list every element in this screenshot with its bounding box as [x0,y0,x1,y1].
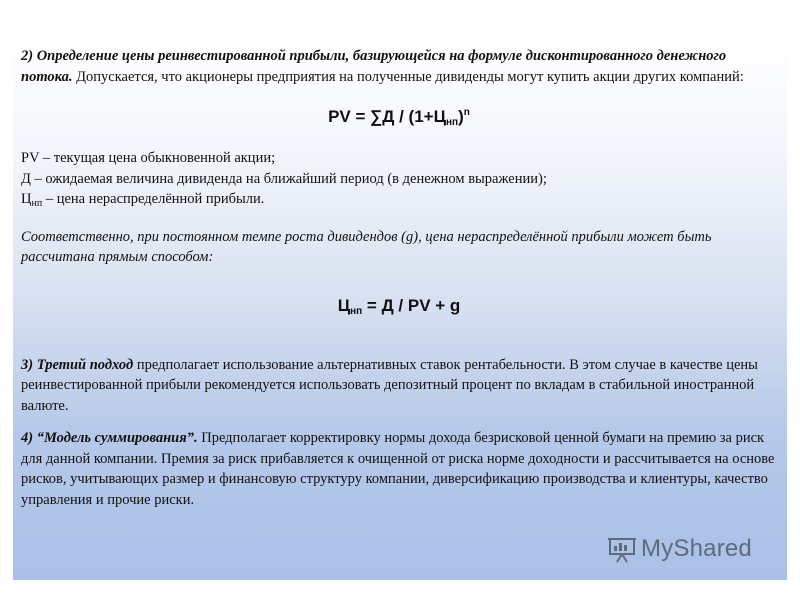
definition-pv: PV – текущая цена обыкновенной акции; [21,150,276,166]
formula-pv [21,107,777,128]
section-3-lead: 3) Третий подход [21,356,134,373]
section-4-lead: 4) “Модель суммирования”. [21,430,198,446]
slide-content [13,40,787,580]
formula-c-right: = Д / PV + g [362,295,461,315]
section-4-text: Предполагает корректировку нормы дохода безрисковой ценной бумаги на премию за риск для данной компании. Премия за риск прибавляется к очищенной от риска норме доходности и рассчитывается на основе рисков, учитывающих размер и финансовую структуру компании, диверсификацию производства и клиентуры, качество управления и прочие риски. [21,430,775,508]
section-2-text: Допускается, что акционеры предприятия на полученные дивиденды могут купить акции других компаний: [72,68,744,85]
definition-c-symbol: Ц [21,191,32,207]
section-2-title: 2) Определение цены реинвестированной прибыли, базирующейся на формуле дисконтированного денежного потока. [21,48,727,85]
logo-text: MyShared [641,535,752,562]
accordingly-text: Соответственно, при постоянном темпе роста дивидендов (g), цена нераспределённой прибыли может быть рассчитана прямым способом: [21,228,712,265]
definition-c-sub: нп [31,198,43,209]
formula-pv-sub: нп [446,117,459,128]
formula-pv-right: ) [458,107,464,126]
definition-c-text: – цена нераспределённой прибыли. [42,191,265,207]
presentation-board-icon [607,534,637,564]
formula-pv-left: PV = ∑Д / (1+Ц [328,107,447,126]
section-3 [21,355,777,417]
section-4 [21,428,777,510]
formula-c-sub: нп [350,305,363,317]
definition-d: Д – ожидаемая величина дивиденда на ближайший период (в денежном выражении); [21,170,547,187]
section-2 [21,46,777,87]
formula-c-left: Ц [337,295,351,315]
formula-pv-sup: n [463,107,470,118]
formula-c [21,296,777,317]
section-3-text: предполагает использование альтернативных ставок рентабельности. В этом случае в качестве цены реинвестированной прибыли рекомендуется использовать депозитный процент по вкладам в стабильной иностранной валюте. [21,356,758,414]
definition-c [21,189,777,215]
myshared-logo [607,534,752,564]
